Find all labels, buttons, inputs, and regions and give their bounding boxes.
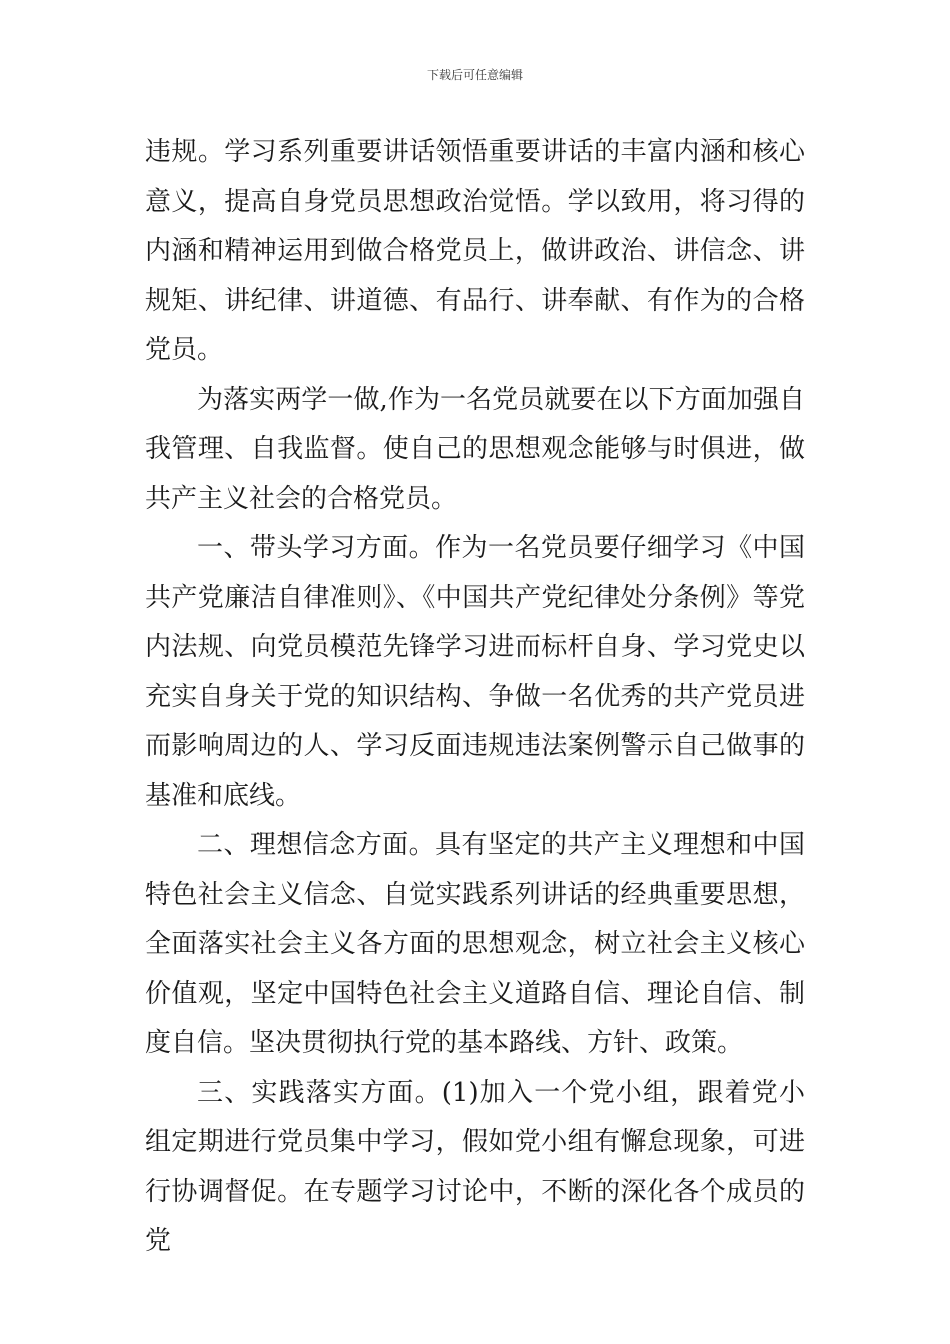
paragraph-ideals: 二、理想信念方面。具有坚定的共产主义理想和中国特色社会主义信念、自觉实践系列讲话的经典重要思想，全面落实社会主义各方面的思想观念，树立社会主义核心价值观，坚定中国特色社会主义道路自信、理论自信、制度自信。坚决贯彻执行党的基本路线、方针、政策。 bbox=[145, 830, 805, 1058]
paragraph-intro: 为落实两学一做,作为一名党员就要在以下方面加强自我管理、自我监督。使自己的思想观念能够与时俱进，做共产主义社会的合格党员。 bbox=[145, 384, 805, 514]
paragraph-continuation: 违规。学习系列重要讲话领悟重要讲话的丰富内涵和核心意义，提高自身党员思想政治觉悟。学以致用，将习得的内涵和精神运用到做合格党员上，做讲政治、讲信念、讲规矩、讲纪律、讲道德、有品行、讲奉献、有作为的合格党员。 bbox=[145, 137, 805, 365]
document-body bbox=[145, 128, 805, 1267]
paragraph-practice: 三、实践落实方面。(1)加入一个党小组，跟着党小组定期进行党员集中学习，假如党小组有懈怠现象，可进行协调督促。在专题学习讨论中，不断的深化各个成员的党 bbox=[145, 1077, 805, 1256]
page-header-note: 下载后可任意编辑 bbox=[426, 68, 523, 82]
paragraph-study: 一、带头学习方面。作为一名党员要仔细学习《中国共产党廉洁自律准则》、《中国共产党纪律处分条例》等党内法规、向党员模范先锋学习进而标杆自身、学习党史以充实自身关于党的知识结构、争做一名优秀的共产党员进而影响周边的人、学习反面违规违法案例警示自己做事的基准和底线。 bbox=[145, 533, 805, 811]
